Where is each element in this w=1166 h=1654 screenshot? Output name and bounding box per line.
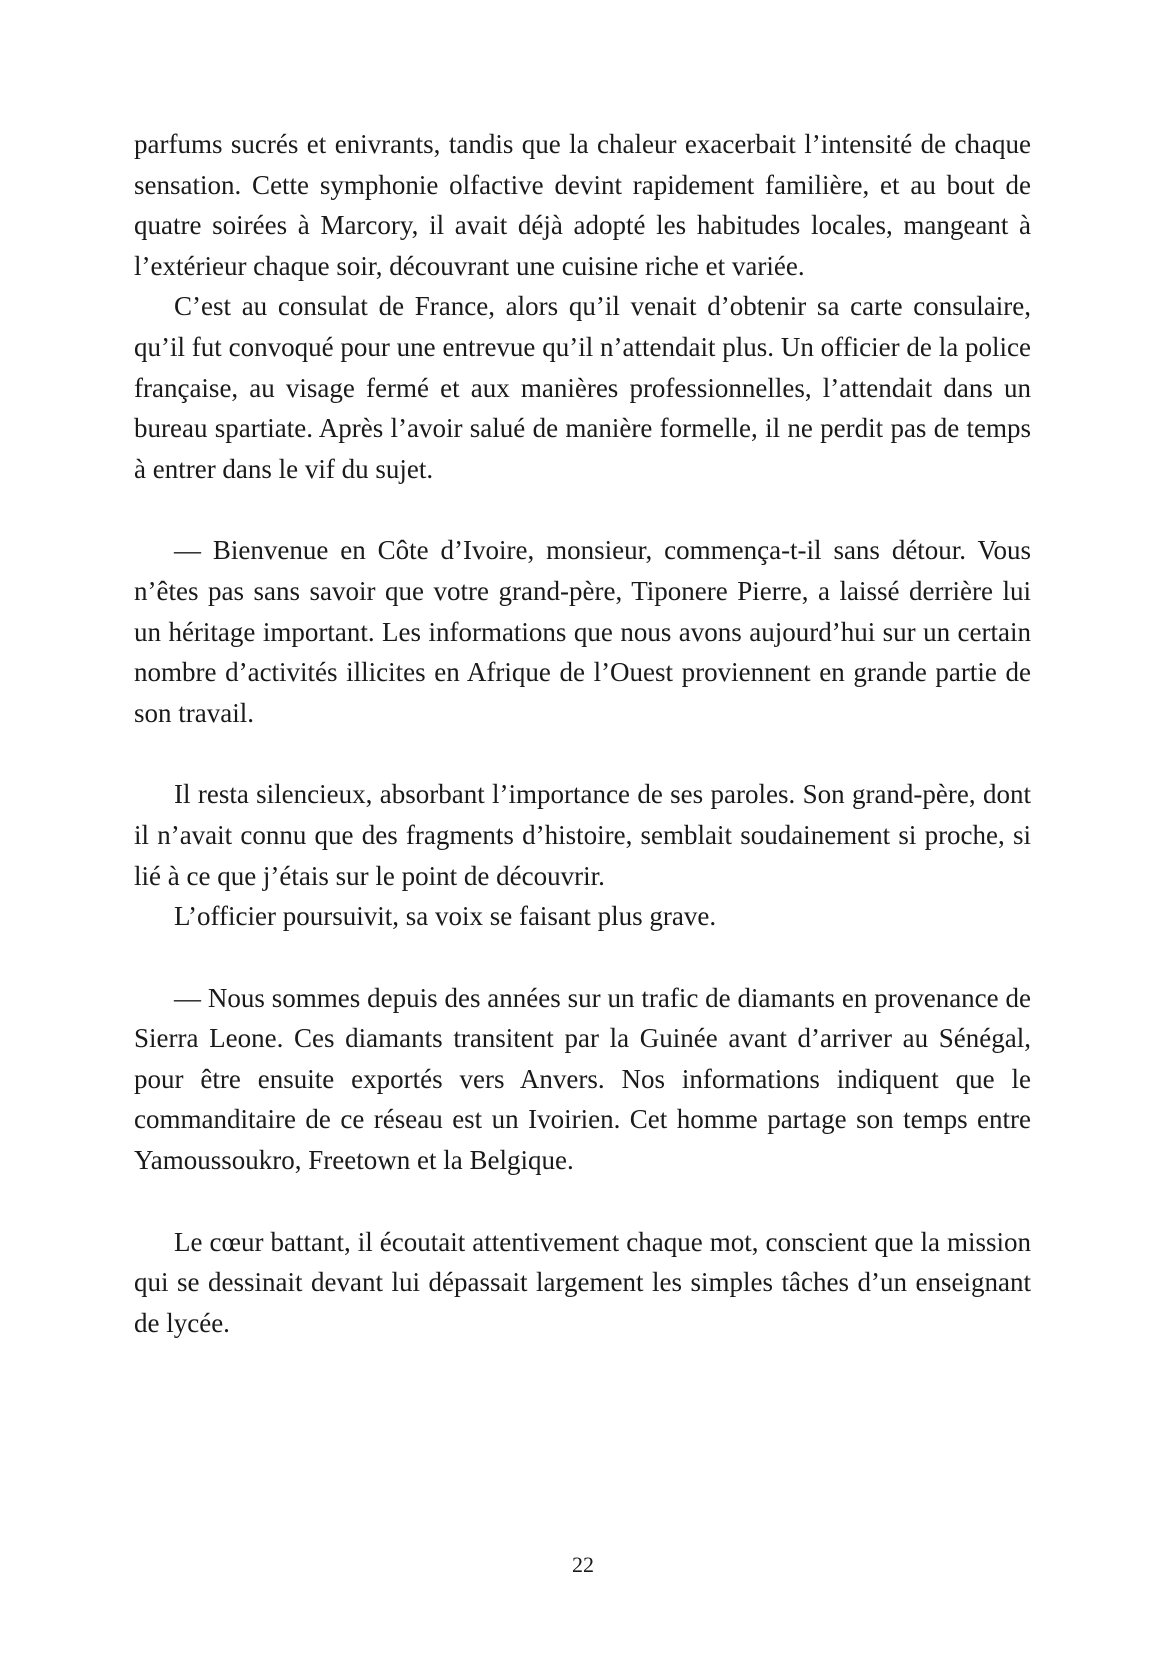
paragraph-consulate: C’est au consulat de France, alors qu’il venait d’obtenir sa carte consulaire, qu’il fut convoqué pour une entrevue qu’il n’attendait plus. Un officier de la police française, au visage fermé et aux manières professionnelles, l’attendait dans un bureau spartiate. Après l’avoir salué de manière formelle, il ne perdit pas de temps à entrer dans le vif du sujet. [134, 291, 1031, 484]
dialogue-diamonds: — Nous sommes depuis des années sur un trafic de diamants en provenance de Sierra Leone. Ces diamants transitent par la Guinée avant d’arriver au Sénégal, pour être ensuite exportés vers Anvers. Nos informations indiquent que le commanditaire de ce réseau est un Ivoirien. Cet homme partage son temps entre Yamoussoukro, Freetown et la Belgique. [134, 982, 1031, 1176]
dialogue-welcome: — Bienvenue en Côte d’Ivoire, monsieur, commença-t-il sans détour. Vous n’êtes pas sans savoir que votre grand-père, Tiponere Pierre, a laissé derrière lui un héritage important. Les informations que nous avons aujourd’hui sur un certain nombre d’activités illicites en Afrique de l’Ouest proviennent en grande partie de son travail. [134, 535, 1031, 728]
paragraph-heart: Le cœur battant, il écoutait attentivement chaque mot, conscient que la mission qui se dessinait devant lui dépassait largement les simples tâches d’un enseignant de lycée. [134, 1226, 1031, 1338]
page-body [134, 124, 1031, 1343]
paragraph-officer-continues: L’officier poursuivit, sa voix se faisant plus grave. [174, 901, 717, 932]
page-number: 22 [572, 1552, 594, 1577]
paragraph-silence: Il resta silencieux, absorbant l’importance de ses paroles. Son grand-père, dont il n’avait connu que des fragments d’histoire, semblait soudainement si proche, si lié à ce que j’étais sur le point de découvrir. [134, 779, 1031, 891]
paragraph-continuation: parfums sucrés et enivrants, tandis que la chaleur exacerbait l’intensité de chaque sensation. Cette symphonie olfactive devint rapidement familière, et au bout de quatre soirées à Marcory, il avait déjà adopté les habitudes locales, mangeant à l’extérieur chaque soir, découvrant une cuisine riche et variée. [134, 129, 1031, 281]
